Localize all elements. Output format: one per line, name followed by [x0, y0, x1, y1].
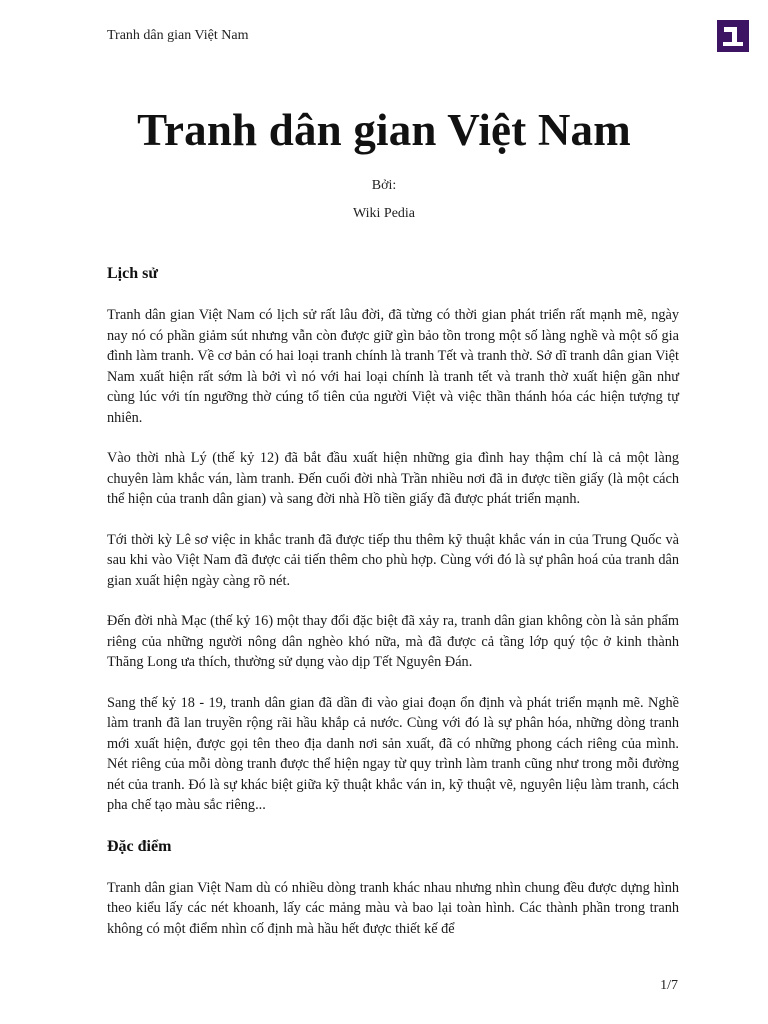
byline-author: Wiki Pedia [352, 206, 416, 221]
paragraph: Đến đời nhà Mạc (thế kỷ 16) một thay đổi đặc biệt đã xảy ra, tranh dân gian không còn là sản phẩm riêng của những người nông dân nghèo khó nữa, mà đã được cả tầng lớp quý tộc ở kinh thành Thăng Long ưa thích, thường sử dụng vào dịp Tết Nguyên Đán. [107, 613, 679, 670]
paragraph: Tới thời kỳ Lê sơ việc in khắc tranh đã được tiếp thu thêm kỹ thuật khắc ván in của Trung Quốc và sau khi vào Việt Nam đã được cải tiến thêm cho phù hợp. Cùng với đó là sự phân hoá của tranh dân gian xuất hiện ngày càng rõ nét. [107, 531, 679, 589]
paragraph: Sang thế kỷ 18 - 19, tranh dân gian đã dần đi vào giai đoạn ổn định và phát triển mạnh mẽ. Nghề làm tranh đã lan truyền rộng rãi hầu khắp cả nước. Cùng với đó là sự phân hóa, những dòng tranh mới xuất hiện, được gọi tên theo địa danh nơi sản xuất, đã có những phong cách riêng của mình. Nét riêng của mỗi dòng tranh được thể hiện ngay từ quy trình làm tranh cũng như trong mỗi đường nét của tranh. Đó là sự khác biệt giữa kỹ thuật khắc ván in, kỹ thuật vẽ, nguyên liệu làm tranh, cách pha chế tạo màu sắc riêng... [107, 694, 679, 813]
logo-mark-base [723, 42, 743, 46]
publisher-logo-icon[interactable] [717, 20, 749, 52]
paragraph: Tranh dân gian Việt Nam có lịch sử rất lâu đời, đã từng có thời gian phát triển rất mạnh mẽ, ngày nay nó có phần giảm sút nhưng vẫn còn được giữ gìn bảo tồn trong một số làng nghề và một số gia đình làm tranh. Về cơ bản có hai loại tranh chính là tranh Tết và tranh thờ. Sở dĩ tranh dân gian Việt Nam xuất hiện rất sớm là bởi vì nó với hai loại chính là tranh tết và tranh thờ xuất hiện gần như cùng lúc với tín ngưỡng thờ cúng tổ tiên của người Việt và việc thần thánh hóa các hiện tượng tự nhiên. [107, 307, 679, 426]
document-title: Tranh dân gian Việt Nam [137, 105, 631, 155]
paragraph: Tranh dân gian Việt Nam dù có nhiều dòng tranh khác nhau nhưng nhìn chung đều được dựng hình theo kiểu lấy các nét khoanh, lấy các mảng màu và bao lại toàn hình. Các thành phần trong tranh không có một điểm nhìn cố định mà hầu hết được thiết kế để [107, 879, 679, 937]
document-body [107, 263, 679, 959]
section-heading-history: Lịch sử [107, 265, 158, 282]
paragraph: Vào thời nhà Lý (thế kỷ 12) đã bắt đầu xuất hiện những gia đình hay thậm chí là cả một làng chuyên làm khắc ván, làm tranh. Đến cuối đời nhà Trần nhiều nơi đã in được tiền giấy (là một cách thể hiện của tranh dân gian) và sang đời nhà Hồ tiền giấy đã được phát triển mạnh. [107, 450, 679, 507]
section-heading-characteristics: Đặc điểm [107, 837, 172, 855]
running-header: Tranh dân gian Việt Nam [107, 28, 249, 43]
page-number: 1/7 [660, 978, 678, 993]
byline-label: Bởi: [371, 178, 397, 193]
logo-mark-stem [732, 27, 737, 44]
